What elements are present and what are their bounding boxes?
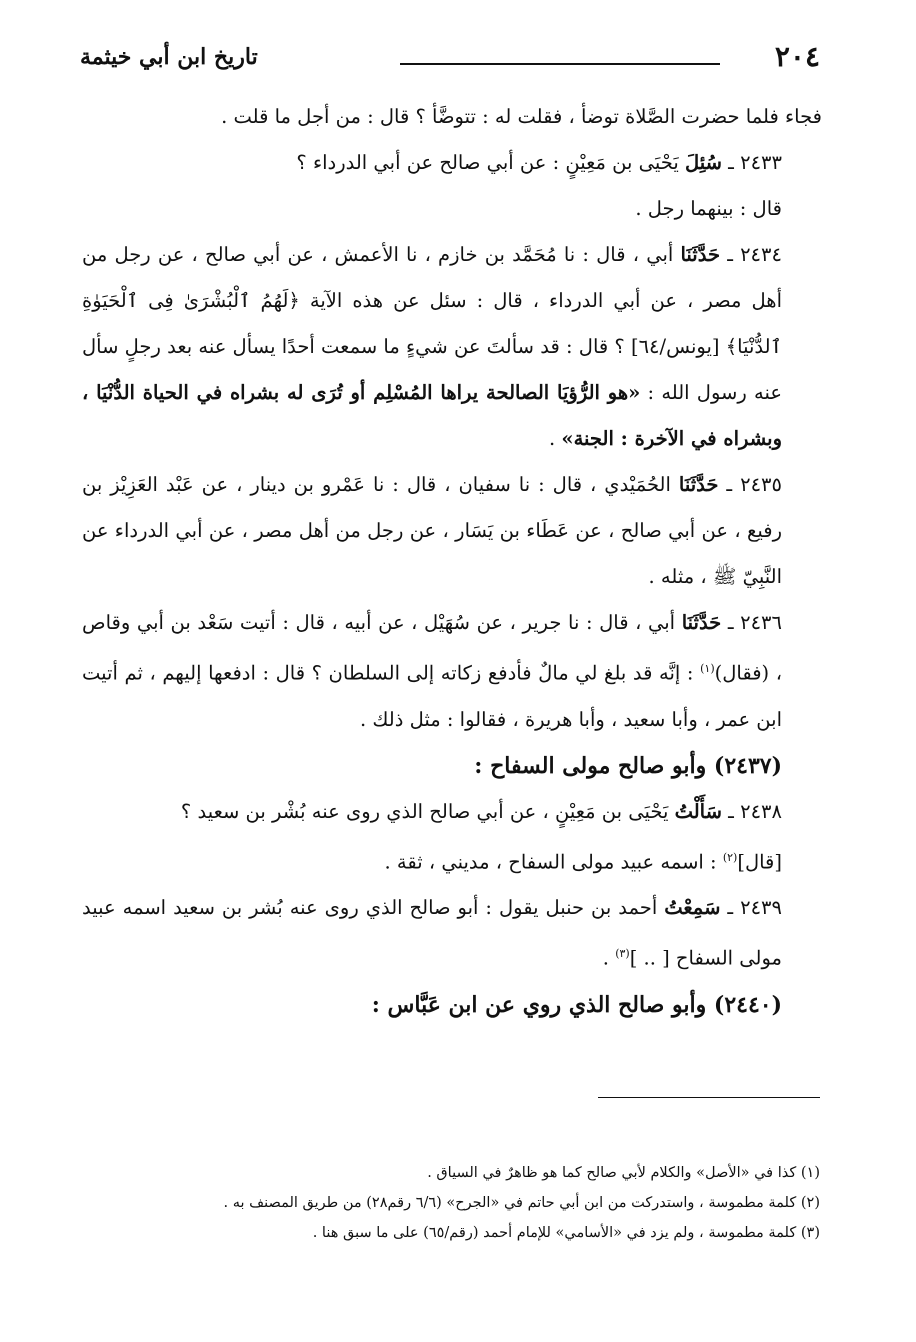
entry-text: يَحْيَى بن مَعِيْنٍ : عن أبي صالح عن أبي الدرداء ؟	[296, 151, 685, 174]
entry-end: .	[602, 946, 616, 970]
entry-number: ٢٤٣٤ ـ	[727, 243, 782, 266]
entry-text: الحُمَيْدي ، قال : نا سفيان ، قال : نا عَمْرو بن دينار ، عن عَبْد العَزِيْز بن رفيع ، عن أبي صالح ، عن عَطَاء بن يَسَار ، عن رجل من أهل مصر ، عن أبي الدرداء عن النَّبِيّ ﷺ ، مثله .	[82, 473, 782, 588]
entry-2439	[82, 885, 822, 982]
entry-keyword: حَدَّثَنَا	[680, 243, 721, 266]
footnote-divider	[598, 1097, 820, 1098]
entry-number: ٢٤٣٨ ـ	[728, 799, 782, 823]
bracket-word: [قال]	[737, 850, 782, 873]
paragraph-continuation: فجاء فلما حضرت الصَّلاة توضأ ، فقلت له : تتوضَّأ ؟ قال : من أجل ما قلت .	[221, 105, 822, 128]
footnotes	[95, 1158, 820, 1248]
footnote-1: (١) كذا في «الأصل» والكلام لأبي صالح كما هو ظاهرٌ في السياق .	[427, 1165, 820, 1181]
book-title: تاريخ ابن أبي خيثمة	[80, 44, 258, 70]
entry-text: أحمد بن حنبل يقول : أبو صالح الذي روى عنه بُشر بن سعيد اسمه عبيد مولى السفاح [ .. ]	[82, 896, 782, 970]
page-header	[80, 38, 820, 88]
entry-number: ٢٤٣٩ ـ	[727, 896, 782, 919]
entry-2434	[82, 232, 822, 462]
entry-keyword: حَدَّثَنَا	[681, 611, 722, 634]
entry-keyword: سُئِلَ	[684, 151, 722, 174]
entry-end: .	[548, 427, 562, 450]
main-text	[82, 94, 822, 1028]
entry-number: ٢٤٣٥ ـ	[726, 473, 782, 496]
page-number: ٢٠٤	[774, 40, 820, 73]
entry-2436	[82, 600, 822, 743]
hadith-quote: «هو الرُّؤيَا الصالحة يراها المُسْلِم أو تُرَى له بشراه في الحياة الدُّنْيَا ، وبشراه في الآخرة : الجنة»	[82, 381, 782, 450]
entry-2433-answer: قال : بينهما رجل .	[635, 197, 782, 220]
entry-text: أبي ، قال : نا جرير ، عن سُهَيْل ، عن أبيه ، قال : أتيت سَعْد بن أبي وقاص ، (فقال)	[82, 611, 782, 685]
entry-keyword: حَدَّثَنَا	[678, 473, 719, 496]
entry-text-cont: : إنَّه قد بلغ لي مالٌ فأدفع زكاته إلى السلطان ؟ قال : ادفعها إليهم ، ثم أتيت ابن عمر ، وأبا سعيد ، وأبا هريرة ، فقالوا : مثل ذلك .	[82, 661, 782, 731]
entry-2438-answer	[82, 835, 822, 886]
footnote-3: (٣) كلمة مطموسة ، ولم يزد في «الأسامي» للإمام أحمد (رقم/٦٥) على ما سبق هنا .	[312, 1225, 820, 1241]
section-heading-2440: (٢٤٤٠) وأبو صالح الذي روي عن ابن عَبَّاس :	[371, 991, 782, 1018]
answer-text: : اسمه عبيد مولى السفاح ، مديني ، ثقة .	[384, 850, 723, 873]
entry-2435	[82, 462, 822, 600]
entry-number: ٢٤٣٦ ـ	[727, 611, 783, 634]
footnote-ref-3: (٣)	[615, 947, 630, 960]
footnote-ref-1: (١)	[700, 662, 715, 675]
entry-2433	[82, 140, 822, 186]
footnote-ref-2: (٢)	[722, 850, 738, 864]
entry-keyword: سَمِعْتُ	[664, 896, 721, 919]
entry-text: أبي ، قال : نا مُحَمَّد بن خازم ، نا الأعمش ، عن أبي صالح ، عن رجل من أهل مصر ، عن أبي الدرداء ، قال : سئل عن هذه الآية ﴿لَهُمُ ٱلْبُشْرَىٰ فِى ٱلْحَيَوٰةِ ٱلدُّنْيَا﴾ [يونس/٦٤] ؟ قال : قد سألتَ عن شيءٍ ما سمعت أحدًا يسأل عنه بعد رجلٍ سأل عنه رسول الله :	[82, 243, 782, 404]
entry-keyword: سَأَلْتُ	[674, 799, 722, 823]
entry-text: يَحْيَى بن مَعِيْنٍ ، عن أبي صالح الذي روى عنه بُشْر بن سعيد ؟	[180, 799, 675, 823]
entry-number: ٢٤٣٣ ـ	[728, 151, 782, 174]
entry-2438	[82, 789, 822, 835]
footnote-2: (٢) كلمة مطموسة ، واستدركت من ابن أبي حاتم في «الجرح» (٦/٦ رقم٢٨) من طريق المصنف به .	[223, 1195, 820, 1211]
section-heading-2437: (٢٤٣٧) وأبو صالح مولى السفاح :	[474, 752, 782, 779]
header-rule	[400, 63, 720, 65]
